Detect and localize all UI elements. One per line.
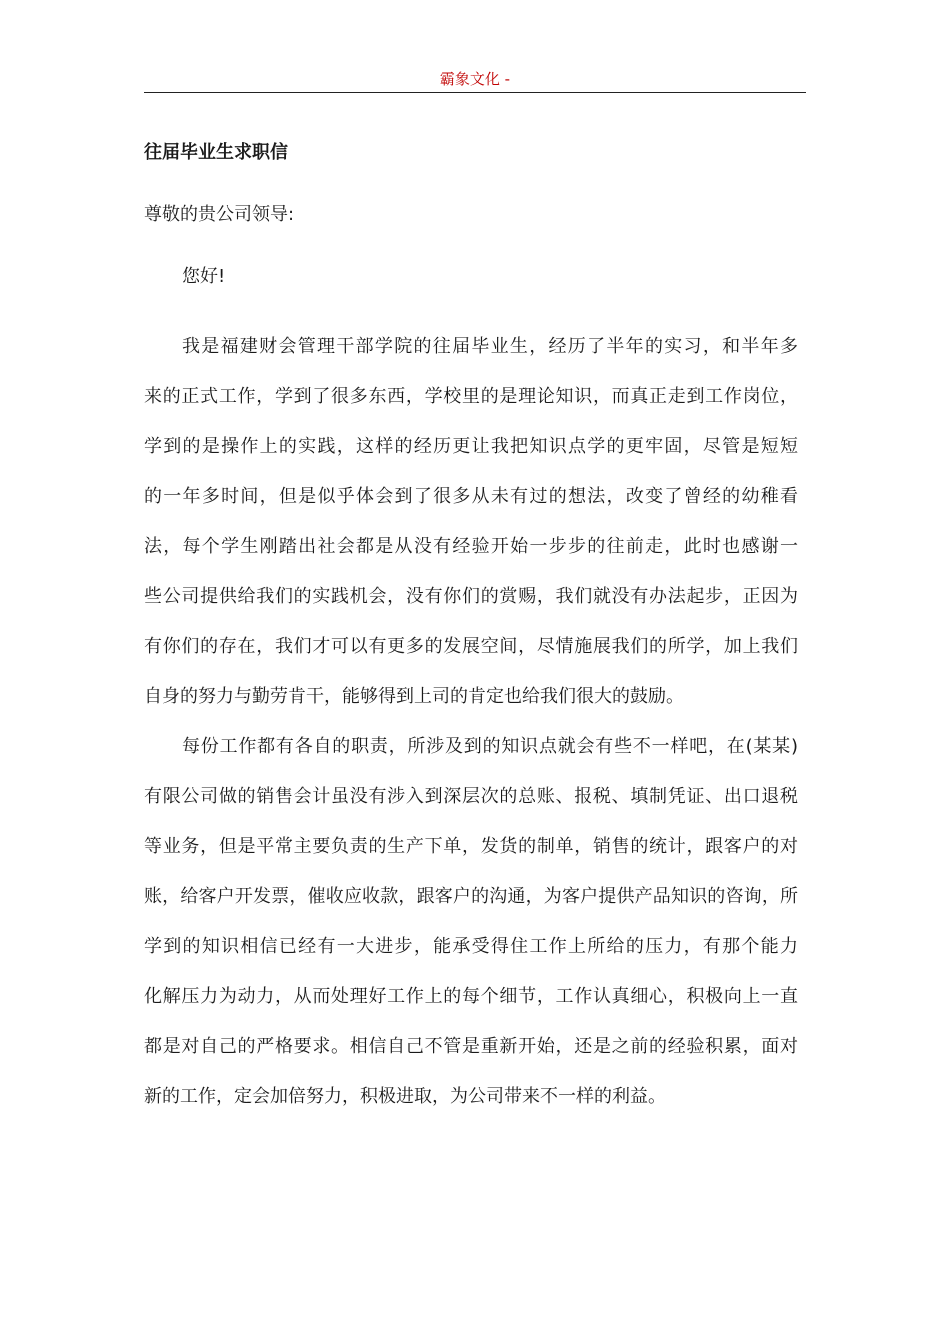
paragraph-line: 有你们的存在，我们才可以有更多的发展空间，尽情施展我们的所学，加上我们 <box>144 636 798 657</box>
paragraph-2 <box>144 722 798 1122</box>
paragraph-line: 都是对自己的严格要求。相信自己不管是重新开始，还是之前的经验积累，面对 <box>144 1036 798 1057</box>
page-header <box>144 68 806 93</box>
paragraph-line: 的一年多时间，但是似乎体会到了很多从未有过的想法，改变了曾经的幼稚看 <box>144 486 798 507</box>
document-title: 往届毕业生求职信 <box>144 142 288 163</box>
paragraph-line: 法，每个学生刚踏出社会都是从没有经验开始一步步的往前走，此时也感谢一 <box>144 536 798 557</box>
letter-body <box>144 136 798 1122</box>
paragraph-line: 化解压力为动力，从而处理好工作上的每个细节，工作认真细心，积极向上一直 <box>144 986 798 1007</box>
header-text: 霸象文化 - <box>439 70 511 88</box>
greeting: 您好! <box>182 266 226 287</box>
paragraph-line: 来的正式工作，学到了很多东西，学校里的是理论知识，而真正走到工作岗位， <box>144 386 798 407</box>
paragraph-line: 账，给客户开发票，催收应收款，跟客户的沟通，为客户提供产品知识的咨询，所 <box>144 886 798 907</box>
paragraph-line: 新的工作，定会加倍努力，积极进取，为公司带来不一样的利益。 <box>144 1086 666 1107</box>
paragraph-line: 自身的努力与勤劳肯干，能够得到上司的肯定也给我们很大的鼓励。 <box>144 686 684 707</box>
paragraph-line: 学到的是操作上的实践，这样的经历更让我把知识点学的更牢固，尽管是短短 <box>144 436 798 457</box>
salutation: 尊敬的贵公司领导: <box>144 204 295 225</box>
paragraph-line: 些公司提供给我们的实践机会，没有你们的赏赐，我们就没有办法起步，正因为 <box>144 586 798 607</box>
paragraph-1 <box>144 322 798 722</box>
paragraph-line: 学到的知识相信已经有一大进步，能承受得住工作上所给的压力，有那个能力 <box>144 936 798 957</box>
paragraph-line: 每份工作都有各自的职责，所涉及到的知识点就会有些不一样吧，在(某某) <box>182 736 798 757</box>
paragraph-line: 有限公司做的销售会计虽没有涉入到深层次的总账、报税、填制凭证、出口退税 <box>144 786 798 807</box>
paragraph-line: 我是福建财会管理干部学院的往届毕业生，经历了半年的实习，和半年多 <box>182 336 798 357</box>
paragraph-line: 等业务，但是平常主要负责的生产下单，发货的制单，销售的统计，跟客户的对 <box>144 836 798 857</box>
